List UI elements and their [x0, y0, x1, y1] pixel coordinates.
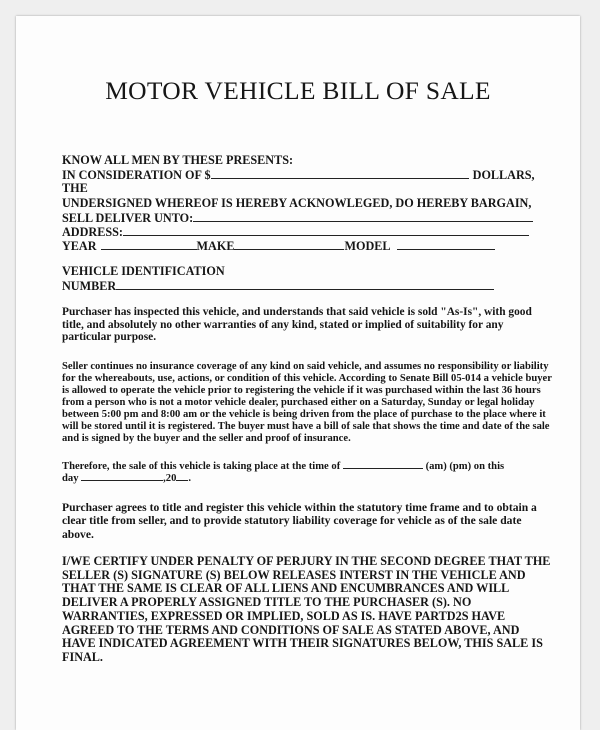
purchaser-inspected-paragraph: Purchaser has inspected this vehicle, and understands that said vehicle is sold "As-Is", with good title, and absolutely no other warranties of any kind, stated or implied of suitability for any particular purpose.: [62, 306, 532, 343]
header-line-presents: KNOW ALL MEN BY THESE PRESENTS:: [62, 153, 294, 167]
undersigned-line: UNDERSIGNED WHEREOF IS HEREBY ACKNOWLEGED, DO HEREBY BARGAIN,: [62, 196, 532, 210]
purchaser-agrees-paragraph: Purchaser agrees to title and register this vehicle within the statutory time frame and to obtain a clear title from seller, and to provide statutory liability coverage for vehicle as of the sale date above.: [62, 501, 537, 541]
certify-paragraph: I/WE CERTIFY UNDER PENALTY OF PERJURY IN THE SECOND DEGREE THAT THE SELLER (S) SIGNATURE (S) BELOW RELEASES INTERST IN THE VEHICLE AND THAT THE SAME IS CLEAR OF ALL LIENS AND ENCUMBRANCES AND WILL DELIVER A PROPERLY ASSIGNED TITLE TO THE PURCHASER (S). NO WARRANTIES, EXPRESSED OR IMPLIED, SOLD AS IS. HAVE PARTD2S HAVE AGREED TO THE TERMS AND CONDITIONS OF SALE AS STATED ABOVE, AND HAVE INDICATED AGREEMENT WITH THEIR SIGNATURES BELOW, THIS SALE IS FINAL.: [62, 554, 551, 664]
seller-continues-paragraph: Seller continues no insurance coverage of any kind on said vehicle, and assumes no responsibility or liability for the whereabouts, use, actions, or condition of this vehicle. According to Senate Bill 05-014 a vehicle buyer is allowed to operate the vehicle prior to registering the vehicle if it was purchased within the last 36 hours from a person who is not a motor vehicle dealer, purchased either on a Saturday, Sunday or legal holiday between 5:00 pm and 8:00 am or the vehicle is being driven from the place of purchase to the place where it will be stored until it is registered. The buyer must have a bill of sale that shows the time and date of the sale and is signed by the buyer and the seller and proof of insurance.: [62, 361, 552, 444]
day-line-period: .: [188, 473, 192, 484]
the-label: THE: [62, 181, 88, 195]
consideration-label: IN CONSIDERATION OF $: [62, 168, 211, 182]
vin-label-line: VEHICLE IDENTIFICATION: [62, 264, 225, 278]
amount-blank[interactable]: [211, 167, 469, 179]
model-blank[interactable]: [397, 238, 495, 250]
buyer-name-blank[interactable]: [193, 210, 533, 222]
year-blank[interactable]: [101, 238, 197, 250]
sale-time-blank[interactable]: [343, 459, 423, 469]
vehicle-details-line: [62, 238, 495, 254]
am-pm-label: (am) (pm) on this: [425, 461, 505, 472]
make-label: MAKE: [196, 239, 235, 253]
consideration-line: [62, 167, 535, 183]
document-page: [16, 16, 580, 730]
model-label: MODEL: [344, 239, 391, 253]
document-title: MOTOR VEHICLE BILL OF SALE: [105, 76, 491, 105]
vin-number-line: [62, 278, 494, 294]
sale-year-blank[interactable]: [176, 471, 188, 481]
address-blank[interactable]: [123, 224, 529, 236]
address-label: ADDRESS:: [62, 225, 123, 239]
year-label: YEAR: [62, 239, 97, 253]
make-blank[interactable]: [234, 238, 344, 250]
vin-number-label: NUMBER: [62, 279, 117, 293]
dollars-label: DOLLARS,: [472, 168, 535, 182]
sell-deliver-label: SELL DELIVER UNTO:: [62, 211, 194, 225]
sale-day-blank[interactable]: [81, 471, 163, 481]
sale-day-line: [62, 471, 191, 485]
vin-blank[interactable]: [116, 278, 494, 290]
year-prefix: ,20: [163, 473, 177, 484]
day-label: day: [62, 473, 79, 484]
sale-time-label: Therefore, the sale of this vehicle is taking place at the time of: [62, 461, 341, 472]
